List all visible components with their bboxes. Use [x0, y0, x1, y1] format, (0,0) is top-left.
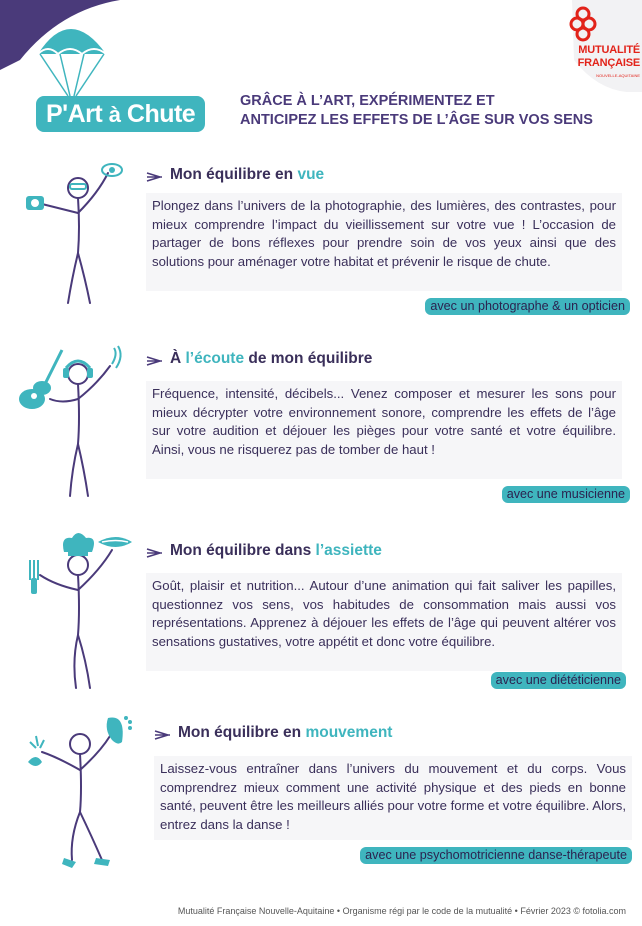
- stick-figure-dance-icon: [22, 712, 142, 872]
- mutualite-sub: NOUVELLE-AQUITAINE: [596, 73, 640, 78]
- logo-badge: [36, 96, 205, 132]
- mutualite-line2: FRANÇAISE: [577, 57, 640, 69]
- logo: [30, 6, 230, 131]
- logo-text-part: P'Art: [46, 100, 103, 128]
- section-1-tag: avec un photographe & un opticien: [425, 298, 630, 315]
- section-2-tag: avec une musicienne: [502, 486, 630, 503]
- headline-line1: GRÂCE À L’ART, EXPÉRIMENTEZ ET: [240, 93, 495, 109]
- stick-figure-guitar-icon: [12, 344, 132, 504]
- stick-figure-camera-icon: [20, 158, 130, 308]
- arrows-icon: [146, 170, 164, 184]
- section-4-tag: avec une psychomotricienne danse-thérapeute: [360, 847, 632, 864]
- section-3-body: Goût, plaisir et nutrition... Autour d’une animation qui fait saliver les papilles, questionnez vos sens, vos habitudes de consommation mais aussi vos représentations. Apprenez à déjouer les effets de l’âge qui peuvent altérer vos sensations gustatives, votre appétit et donc votre équilibre.: [146, 573, 622, 671]
- headline-line2: ANTICIPEZ LES EFFETS DE L’ÂGE SUR VOS SENS: [240, 112, 593, 128]
- arrows-icon: [146, 546, 164, 560]
- section-1-title: Mon équilibre en vue: [170, 166, 325, 183]
- section-3-tag: avec une diététicienne: [491, 672, 626, 689]
- section-3-title: Mon équilibre dans l’assiette: [170, 542, 382, 559]
- footer: Mutualité Française Nouvelle-Aquitaine • Organisme régi par le code de la mutualité • Février 2023 © fotolia.com: [177, 906, 626, 916]
- logo-text-end: Chute: [126, 100, 196, 128]
- stick-figure-chef-icon: [20, 530, 140, 695]
- parachute-icon: [30, 6, 140, 101]
- section-4-body: Laissez-vous entraîner dans l’univers du mouvement et du corps. Vous comprendrez mieux comment une activité physique et des pieds en bonne santé, peuvent être les meilleurs alliés pour votre forme et votre équilibre. Alors, entrez dans la danse !: [154, 756, 632, 840]
- mutualite-logo: [552, 0, 642, 92]
- arrows-icon: [154, 728, 172, 742]
- section-1-body: Plongez dans l’univers de la photographie, des lumières, des contrastes, pour mieux comprendre l’impact du vieillissement sur votre vue ! L’occasion de partager de bons réflexes pour prendre soin de vos yeux ainsi que des solutions pour aménager votre habitat et prévenir le risque de chute.: [146, 193, 622, 291]
- headline: [240, 92, 620, 130]
- section-2-title: À l’écoute de mon équilibre: [170, 350, 373, 367]
- section-2-body: Fréquence, intensité, décibels... Venez composer et mesurer les sons pour mieux décrypter votre environnement sonore, comprendre les effets de l’âge sur votre audition et déjouer les pièges pour votre santé et votre équilibre. Ainsi, vous ne risquerez pas de tomber de haut !: [146, 381, 622, 479]
- logo-text-a: à: [108, 102, 121, 127]
- mutualite-line1: MUTUALITÉ: [578, 44, 640, 56]
- arrows-icon: [146, 354, 164, 368]
- section-4-title: Mon équilibre en mouvement: [178, 724, 393, 741]
